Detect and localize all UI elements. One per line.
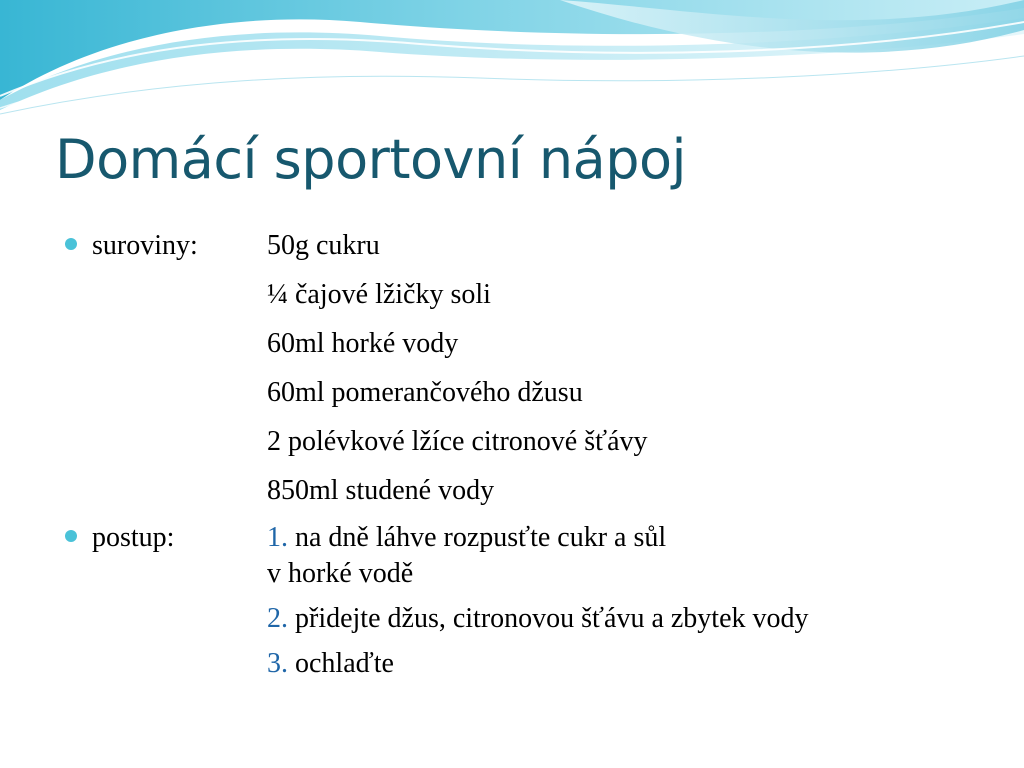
ingredient-item: 850ml studené vody xyxy=(267,475,495,506)
step-number: 1. xyxy=(267,522,288,553)
ingredients-list xyxy=(267,226,1000,511)
procedure-section xyxy=(60,520,1000,682)
slide-title: Domácí sportovní nápoj xyxy=(55,128,687,191)
step-continuation: v horké vodě xyxy=(267,558,414,589)
bullet-icon xyxy=(65,238,77,250)
step-number: 2. xyxy=(267,603,288,634)
ingredient-item: 60ml horké vody xyxy=(267,328,459,359)
ingredient-item: 50g cukru xyxy=(267,230,380,261)
wave-header-decoration xyxy=(0,0,1024,120)
procedure-step xyxy=(267,601,1000,637)
step-text: ochlaďte xyxy=(295,648,394,679)
step-text: přidejte džus, citronovou šťávu a zbytek vody xyxy=(295,603,809,634)
ingredient-item: ¼ čajové lžičky soli xyxy=(267,279,491,310)
bullet-icon xyxy=(65,530,77,542)
ingredient-item: 2 polévkové lžíce citronové šťávy xyxy=(267,426,648,457)
ingredients-label: suroviny: xyxy=(92,230,198,261)
step-text: na dně láhve rozpusťte cukr a sůl xyxy=(295,522,667,553)
step-number: 3. xyxy=(267,648,288,679)
procedure-label: postup: xyxy=(92,522,175,553)
procedure-step xyxy=(267,646,1000,682)
procedure-steps xyxy=(267,520,1000,682)
ingredients-section xyxy=(60,226,1000,511)
slide-content xyxy=(60,226,1000,691)
procedure-step xyxy=(267,520,1000,592)
ingredient-item: 60ml pomerančového džusu xyxy=(267,377,583,408)
